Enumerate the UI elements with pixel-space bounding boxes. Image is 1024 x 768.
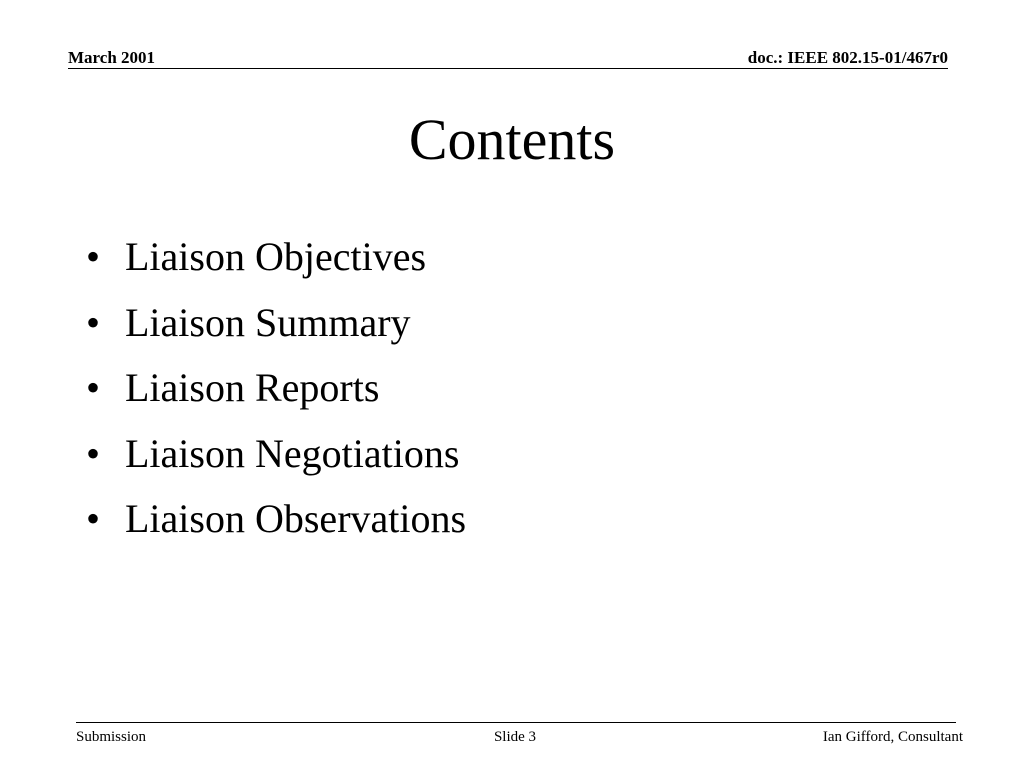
bullet-icon: •: [86, 430, 101, 476]
slide-title: Contents: [408, 107, 616, 172]
bullet-text: Liaison Observations: [125, 496, 467, 541]
footer-divider: [76, 722, 956, 723]
bullet-text: Liaison Objectives: [125, 234, 427, 279]
header-doc-id: doc.: IEEE 802.15-01/467r0: [747, 48, 948, 67]
bullet-text: Liaison Reports: [125, 365, 380, 410]
header-divider: [68, 68, 948, 69]
bullet-text: Liaison Negotiations: [125, 430, 460, 476]
bullet-text: Liaison Summary: [125, 299, 411, 345]
header-date: March 2001: [68, 48, 156, 67]
footer-submission: Submission: [76, 729, 147, 745]
bullet-icon: •: [86, 365, 101, 410]
bullet-icon: •: [86, 234, 101, 279]
footer-author: Ian Gifford, Consultant: [822, 729, 963, 745]
bullet-icon: •: [86, 496, 101, 541]
footer-slide-number: Slide 3: [493, 729, 537, 745]
bullet-icon: •: [86, 299, 101, 345]
